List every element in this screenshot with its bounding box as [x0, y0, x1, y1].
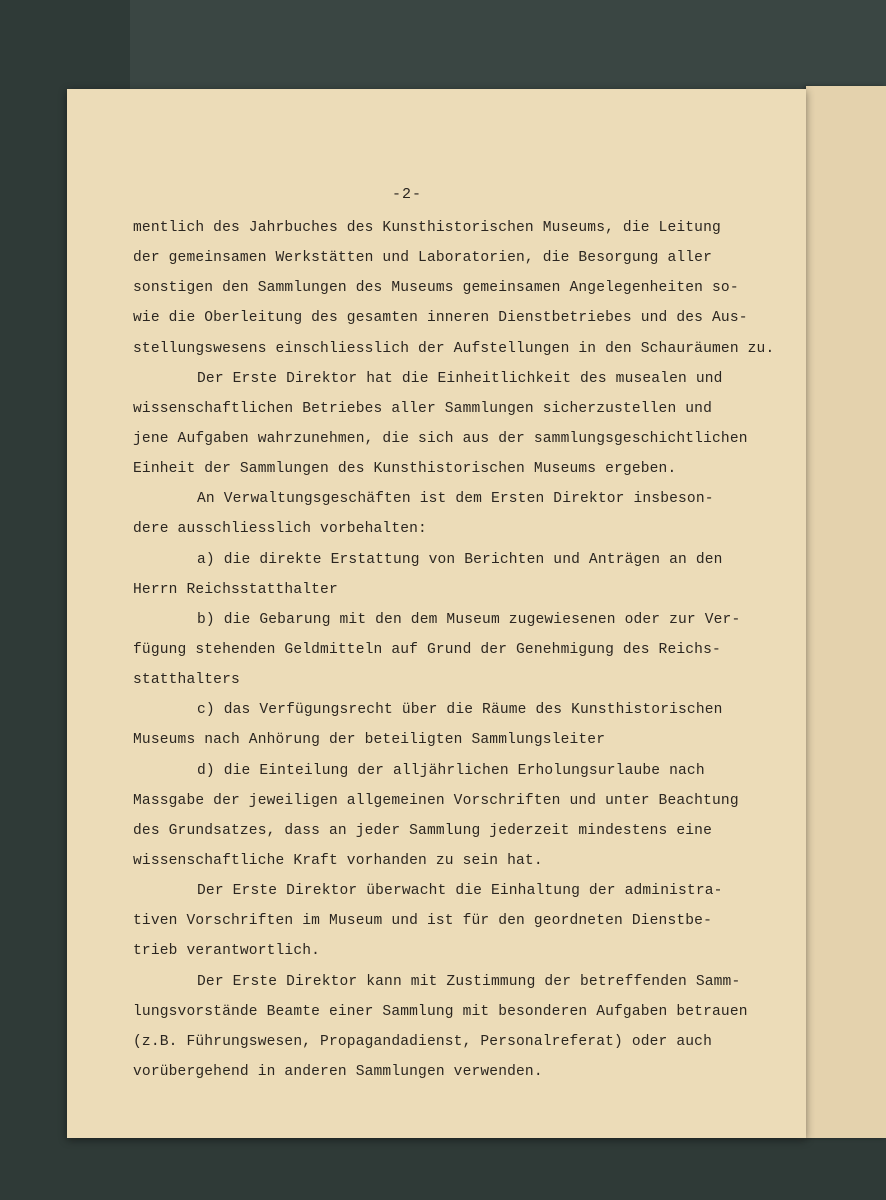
text-line: mentlich des Jahrbuches des Kunsthistorischen Museums, die Leitung	[133, 220, 721, 236]
text-line: tiven Vorschriften im Museum und ist für den geordneten Dienstbe-	[133, 913, 712, 930]
text-line: der gemeinsamen Werkstätten und Laboratorien, die Besorgung aller	[133, 250, 712, 267]
text-line: jene Aufgaben wahrzunehmen, die sich aus der sammlungsgeschichtlichen	[133, 430, 748, 447]
text-line: sonstigen den Sammlungen des Museums gemeinsamen Angelegenheiten so-	[133, 280, 739, 297]
body-text	[133, 213, 785, 1087]
text-line: Herrn Reichsstatthalter	[133, 581, 338, 598]
text-line: des Grundsatzes, dass an jeder Sammlung jederzeit mindestens eine	[133, 822, 712, 839]
text-line: Massgabe der jeweiligen allgemeinen Vorschriften und unter Beachtung	[133, 792, 739, 809]
text-line: wissenschaftliche Kraft vorhanden zu sein hat.	[133, 852, 543, 869]
document-page	[67, 89, 806, 1138]
text-line: Museums nach Anhörung der beteiligten Sammlungsleiter	[133, 732, 606, 749]
text-line: d) die Einteilung der alljährlichen Erholungsurlaube nach	[197, 762, 705, 779]
backdrop	[130, 0, 886, 92]
text-line: fügung stehenden Geldmitteln auf Grund der Genehmigung des Reichs-	[133, 641, 721, 658]
text-line: Der Erste Direktor überwacht die Einhaltung der administra-	[197, 883, 723, 900]
text-line: a) die direkte Erstattung von Berichten und Anträgen an den	[197, 551, 723, 568]
text-line: wissenschaftlichen Betriebes aller Sammlungen sicherzustellen und	[133, 400, 712, 417]
text-line: wie die Oberleitung des gesamten inneren Dienstbetriebes und des Aus-	[133, 310, 748, 327]
text-line: trieb verantwortlich.	[133, 943, 321, 960]
text-line: (z.B. Führungswesen, Propagandadienst, Personalreferat) oder auch	[133, 1033, 712, 1050]
adjacent-page-edge	[806, 86, 886, 1138]
text-line: b) die Gebarung mit den dem Museum zugewiesenen oder zur Ver-	[197, 611, 741, 628]
text-line: Der Erste Direktor hat die Einheitlichkeit des musealen und	[197, 370, 723, 387]
text-line: dere ausschliesslich vorbehalten:	[133, 521, 427, 538]
text-line: vorübergehend in anderen Sammlungen verwenden.	[133, 1063, 543, 1080]
text-line: An Verwaltungsgeschäften ist dem Ersten Direktor insbeson-	[197, 491, 714, 508]
page-number: -2-	[392, 186, 423, 203]
text-line: lungsvorstände Beamte einer Sammlung mit besonderen Aufgaben betrauen	[133, 1003, 748, 1020]
text-line: stellungswesens einschliesslich der Aufstellungen in den Schauräumen zu.	[133, 340, 775, 357]
text-line: Der Erste Direktor kann mit Zustimmung der betreffenden Samm-	[197, 973, 741, 990]
text-line: Einheit der Sammlungen des Kunsthistorischen Museums ergeben.	[133, 461, 677, 478]
text-line: c) das Verfügungsrecht über die Räume des Kunsthistorischen	[197, 702, 723, 719]
text-line: statthalters	[133, 672, 240, 689]
